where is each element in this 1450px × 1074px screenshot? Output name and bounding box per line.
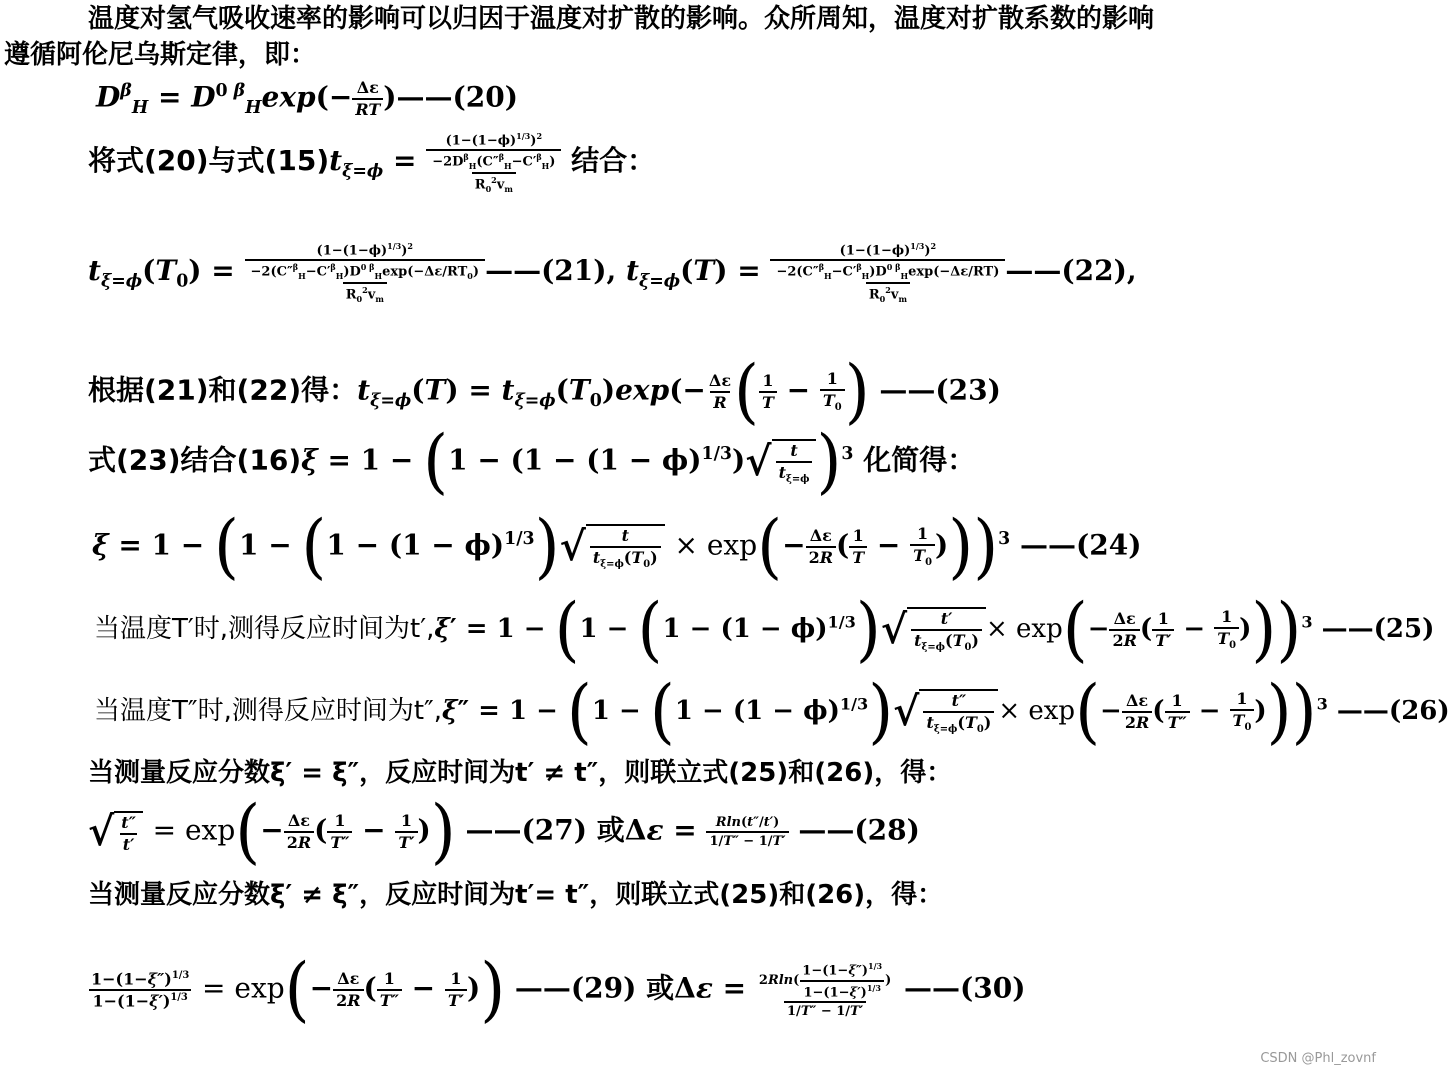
eq20-tag: ——(20) [396,80,518,114]
eq29-tag: ——(29) [514,971,637,1005]
equation-23: 根据(21)和(22)得：$t_{\xi=\phi}(T) = t_{\xi=\phi}(T_0)\exp(-$ $\frac{\Delta\varepsilon}{R}$ ( $\frac{1}{T}$ − $\frac{1}{T_0}$ ) ——(23) [88,351,1001,433]
or-label-2: 或 [646,971,675,1005]
paragraph-line-1: 温度对氢气吸收速率的影响可以归因于温度对扩散的影响。众所周知，温度对扩散系数的影响 [88,4,1155,34]
equation-21-22: $t_{\xi=\phi}(T_0)$ = $\frac{(1-(1-\phi)^{1/3})^2}{\frac{-2(C''^\beta_H-C'^\beta_H)D^{0 \beta}_H\exp(-\Delta\varepsilon/RT_0)}{R_0^2v_m}}$ ——(21), $t_{\xi=\phi}(T)$ = $\frac{(1-(1-\phi)^{1/3})^2}{\frac{-2(C''^\beta_H-C'^\beta_H)D^{0 \beta}_H\exp(-\Delta\varepsilon/RT)}{R_0^2v_m}}$ ——(22), [88,241,1137,305]
eq21-tag: ——(21), [485,254,617,288]
condition-equal: 当测量反应分数ξ′ = ξ″，反应时间为t′ ≠ t″，则联立式(25)和(26)，得： [88,758,953,788]
eq25-tag: ——(25) [1321,614,1435,644]
equation-24: $\xi = 1 - (1 - (1 - (1 - \phi)^{1/3})√$ $\frac{t}{t_{\xi=\phi}(T_0)}$ × exp(− $\frac{\Delta\varepsilon}{2R}$ ( $\frac{1}{T}$ − $\frac{1}{T_0}$ )))$^3$ ——(24) [92,506,1142,588]
eq28-tag: ——(28) [798,813,920,847]
combine-line: 将式(20)与式$(15)t_{\xi=\phi}$ = $\frac{(1-(1-\phi)^{1/3})^2}{\frac{-2D^\beta_H(C''^\beta_H-C'^\beta_H)}{R_0^2v_m}}$ 结合： [88,131,656,195]
combine-pre-label: 将式(20)与式(15) [88,144,330,178]
condition-notequal: 当测量反应分数ξ′ ≠ ξ″，反应时间为t′= t″，则联立式(25)和(26)，得： [88,880,944,910]
eq23-tag: ——(23) [879,373,1001,407]
equation-25: 当温度T′时,测得反应时间为$t',\xi' = 1 - (1 - (1 - (1 - \phi)^{1/3})√$ $\frac{t'}{t_{\xi=\phi}(T_0)}$ × exp(− $\frac{\Delta\varepsilon}{2R}$ ( $\frac{1}{T'}$ − $\frac{1}{T_0}$ )))$^3$ ——(25) [94,589,1435,671]
watermark: CSDN @Phl_zovnf [1260,1051,1376,1066]
or-label-1: 或 [596,813,625,847]
eq30-tag: ——(30) [904,971,1026,1005]
eq23-with-16-label: 式(23)结合(16) [88,443,302,477]
eq27-tag: ——(27) [465,813,587,847]
eq24-tag: ——(24) [1020,528,1142,562]
equation-27-28: √ $\frac{t''}{t'}$ = exp(− $\frac{\Delta\varepsilon}{2R}$ ( $\frac{1}{T''}$ − $\frac{1}{T'}$ )) ——(27) 或Δε = $\frac{Rln(t''/t')}{1/T'' - 1/T'}$ ——(28) [88,791,920,873]
from-21-22-label: 根据(21)和(22)得： [88,373,358,407]
when-T1-label: 当温度T′时,测得反应时间为t′, [94,614,435,644]
combine-post-label: 结合： [571,144,656,178]
eq22-tag: ——(22), [1005,254,1137,288]
equation-29-30: $\frac{1-(1-\xi'')^{1/3}}{1-(1-\xi')^{1/3}}$ = exp(− $\frac{\Delta\varepsilon}{2R}$ ( $\frac{1}{T''}$ − $\frac{1}{T'}$ )) ——(29) 或Δε = 2Rln( $\frac{1-(1-\xi'')^{1/3}}{1-(1-\xi')^{1/3}}$ ) 1/T″ − 1/T′ ——(30) [91,949,1026,1031]
when-T2-label: 当温度T″时,测得反应时间为t″, [94,696,443,726]
paragraph-line-2: 遵循阿伦尼乌斯定律，即： [4,40,317,70]
eq26-tag: ——(26) [1336,696,1450,726]
equation-23-16: 式(23)结合$(16)\xi = 1 - (1 - (1 - (1 - \phi)^{1/3})√$ $\frac{t}{t_{\xi=\phi}}$ )$^3$ 化简得： [88,421,976,503]
simplify-label: 化简得： [863,443,976,477]
equation-26: 当温度T″时,测得反应时间为$t'',\xi'' = 1 - (1 - (1 - (1 - \phi)^{1/3})√$ $\frac{t''}{t_{\xi=\phi}(T_0)}$ × exp(− $\frac{\Delta\varepsilon}{2R}$ ( $\frac{1}{T''}$ − $\frac{1}{T_0}$ )))$^3$ ——(26) [94,671,1450,753]
equation-20: $D^\beta_H = D^{0 \beta}_H\exp(-$ $\frac{\Delta\varepsilon}{RT}$ )——(20) [96,78,518,119]
